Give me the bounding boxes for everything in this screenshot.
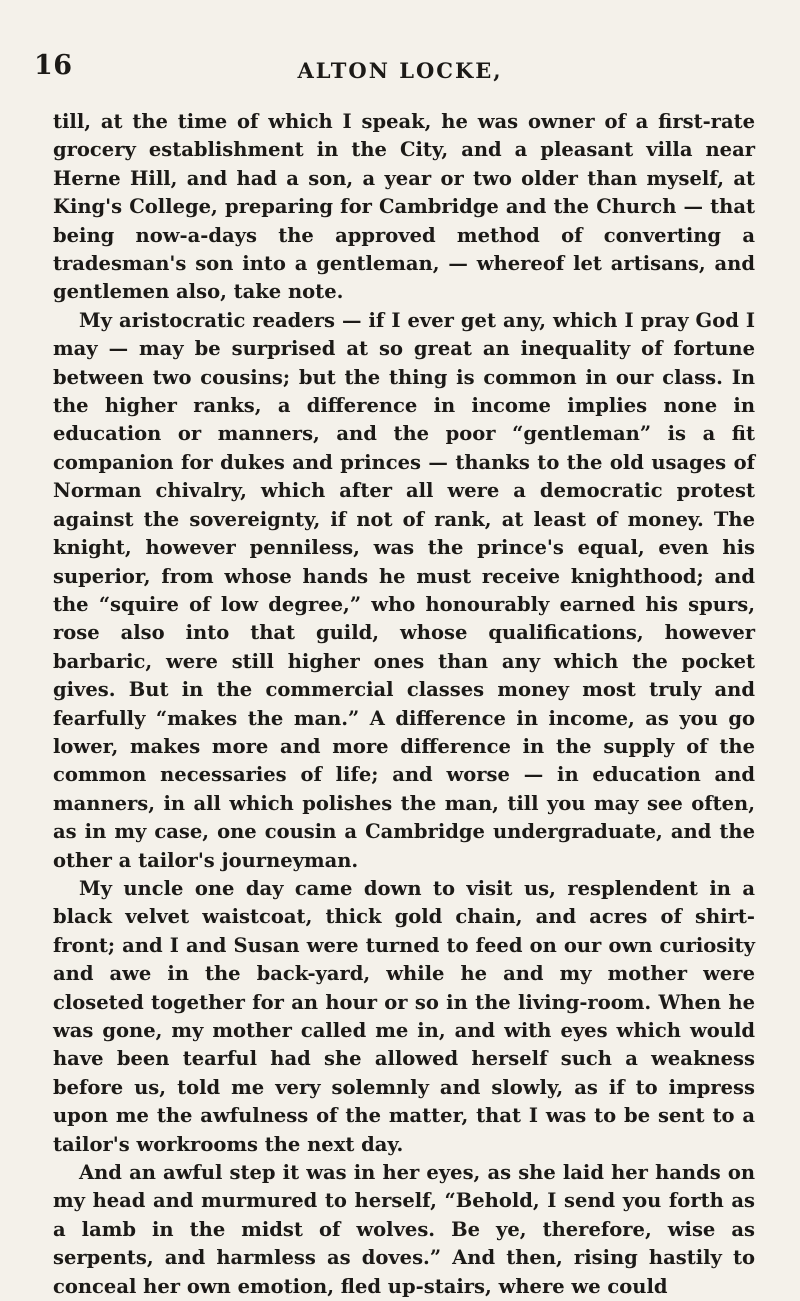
paragraph-3: My uncle one day came down to visit us, resplendent in a black velvet waistcoat, thick gold chain, and acres of shirt-front; and I and Susan were turned to feed on our own curiosity and awe in the back-yard, while he and my mother were closeted together for an hour or so in the living-room. When he was gone, my mother called me in, and with eyes which would have been tearful had she allowed herself such a weakness before us, told me very solemnly and slowly, as if to impress upon me the awfulness of the matter, that I was to be sent to a tailor's workrooms the next day.: [53, 876, 755, 1156]
paragraph-1: till, at the time of which I speak, he was owner of a first-rate grocery establishment in the City, and a pleasant villa near Herne Hill, and had a son, a year or two older than myself, at King's College, preparing for Cambridge and the Church — that being now-a-days the approved method of converting a tradesman's son into a gentleman, — whereof let artisans, and gentlemen also, take note.: [53, 110, 755, 304]
paragraph-2: My aristocratic readers — if I ever get any, which I pray God I may — may be surprised at so great an inequality of fortune between two cousins; but the thing is common in our class. In the higher ranks, a difference in income implies none in education or manners, and the poor “gentleman” is a fit companion for dukes and princes — thanks to the old usages of Norman chivalry, which after all were a democratic protest against the sovereignty, if not of rank, at least of money. The knight, however penniless, was the prince's equal, even his superior, from whose hands he must receive knighthood; and the “squire of low degree,” who honourably earned his spurs, rose also into that guild, whose qualifications, however barbaric, were still higher ones than any which the pocket gives. But in the commercial classes money most truly and fearfully “makes the man.” A difference in income, as you go lower, makes more and more difference in the supply of the common necessaries of life; and worse — in education and manners, in all which polishes the man, till you may see often, as in my case, one cousin a Cambridge undergraduate, and the other a tailor's journeyman.: [53, 308, 755, 872]
body-text: [53, 108, 755, 1301]
running-head: ALTON LOCKE,: [297, 58, 503, 83]
page-number: 16: [34, 50, 73, 81]
paragraph-4: And an awful step it was in her eyes, as she laid her hands on my head and murmured to herself, “Behold, I send you forth as a lamb in the midst of wolves. Be ye, therefore, wise as serpents, and harmless as doves.” And then, rising hastily to conceal her own emotion, fled up-stairs, where we could: [53, 1161, 755, 1298]
page-header: [34, 50, 766, 90]
